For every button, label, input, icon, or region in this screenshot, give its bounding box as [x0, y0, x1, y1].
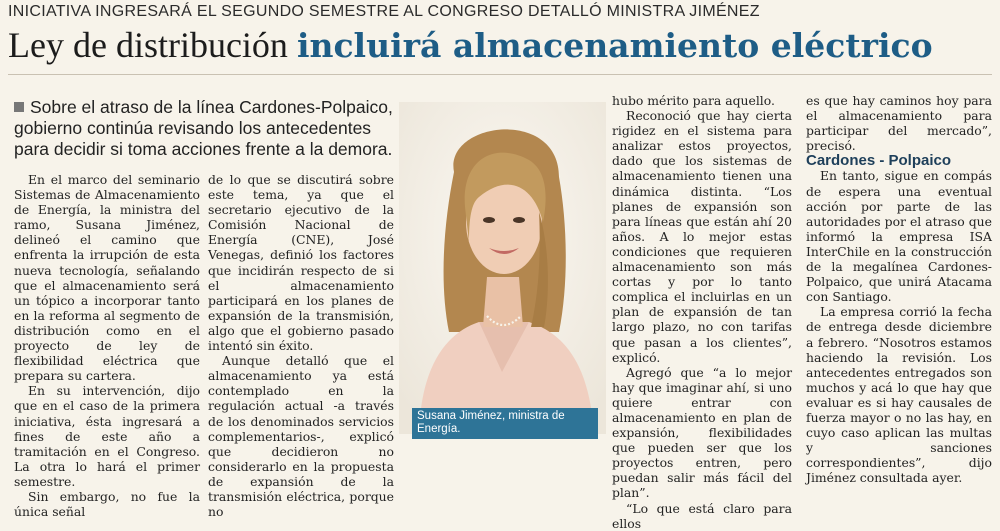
paragraph: Reconoció que hay cierta rigidez en el sistema para analizar estos proyectos, dado que los sistemas de almacenamiento tienen una dinámica distinta. “Los planes de expansión son para líneas que están ahí 20 años. A lo mejor estas condiciones que requieren almacenamiento son más cortas y por lo tanto complica el incluirlas en un plan de expansión de tan largo plazo, no con tarifas que pasan a los clientes”, explicó. [612, 108, 792, 365]
paragraph: es que hay caminos hoy para el almacenamiento para participar del mercado”, precisó. [806, 93, 992, 154]
subheading: Cardones - Polpaico [806, 152, 952, 170]
photo-caption: Susana Jiménez, ministra de Energía. [412, 408, 598, 439]
portrait-photo [399, 102, 606, 434]
paragraph: Aunque detalló que el almacenamiento ya está contemplado en la regulación actual -a través de los denominados servicios complementarios-, explicó que decidieron no considerarlo en la propuesta de expansión de la transmisión eléctrica, porque no [208, 353, 394, 520]
headline [8, 22, 933, 69]
column-4 [806, 93, 992, 485]
paragraph: de lo que se discutirá sobre este tema, ya que el secretario ejecutivo de la Comisión Nacional de Energía (CNE), José Venegas, definió los factores que incidirán respecto de si el almacenamiento participará en los planes de expansión de la transmisión, algo que el gobierno pasado intentó sin éxito. [208, 172, 394, 354]
paragraph: “Lo que está claro para ellos [612, 500, 792, 531]
headline-normal: Ley de distribución [8, 25, 297, 65]
headline-bold: incluirá almacenamiento eléctrico [296, 26, 933, 65]
divider [8, 74, 992, 75]
paragraph: En su intervención, dijo que en el caso de la primera iniciativa, ésta ingresará a fines de este año a tramitación en el Congreso. La otra lo hará el primer semestre. [14, 383, 200, 489]
portrait-illustration [399, 102, 606, 434]
paragraph: En el marco del seminario Sistemas de Almacenamiento de Energía, la ministra del ramo, Susana Jiménez, delineó el camino que enfrenta la irrupción de esta nueva tecnología, señalando que el almacenamiento será un tópico a incorporar tanto en la reforma al segmento de distribución como en el proyecto de ley de flexibilidad eléctrica que prepara su cartera. [14, 172, 200, 384]
summary [14, 97, 394, 160]
column-1 [14, 172, 200, 519]
kicker: INICIATIVA INGRESARÁ EL SEGUNDO SEMESTRE AL CONGRESO DETALLÓ MINISTRA JIMÉNEZ [8, 3, 760, 20]
paragraph: Agregó que “a lo mejor hay que imaginar ahí, si uno quiere entrar con almacenamiento en plan de expansión, flexibilidades que pueden ser que los proyectos entren, pero puedan salir más fácil del plan”. [612, 364, 792, 501]
square-bullet-icon [14, 102, 24, 112]
paragraph: En tanto, sigue en compás de espera una eventual acción por parte de las autoridades por el atraso que informó la empresa ISA InterChile en la construcción de la megalínea Cardones-Polpaico, que unirá Atacama con Santiago. [806, 168, 992, 305]
summary-text: Sobre el atraso de la línea Cardones-Polpaico, gobierno continúa revisando los antecedentes para decidir si toma acciones frente a la demora. [14, 97, 393, 159]
column-2 [208, 172, 394, 519]
column-3 [612, 93, 792, 531]
paragraph: La empresa corrió la fecha de entrega desde diciembre a febrero. “Nosotros estamos haciendo la revisión. Los antecedentes entregados son muchos y acá lo que hay que evaluar es si hay causales de fuerza mayor o no las hay, en cuyo caso aplican las multas y sanciones correspondientes”, dijo Jiménez consultada ayer. [806, 304, 992, 486]
paragraph: hubo mérito para aquello. [612, 93, 775, 108]
paragraph: Sin embargo, no fue la única señal [14, 488, 200, 520]
